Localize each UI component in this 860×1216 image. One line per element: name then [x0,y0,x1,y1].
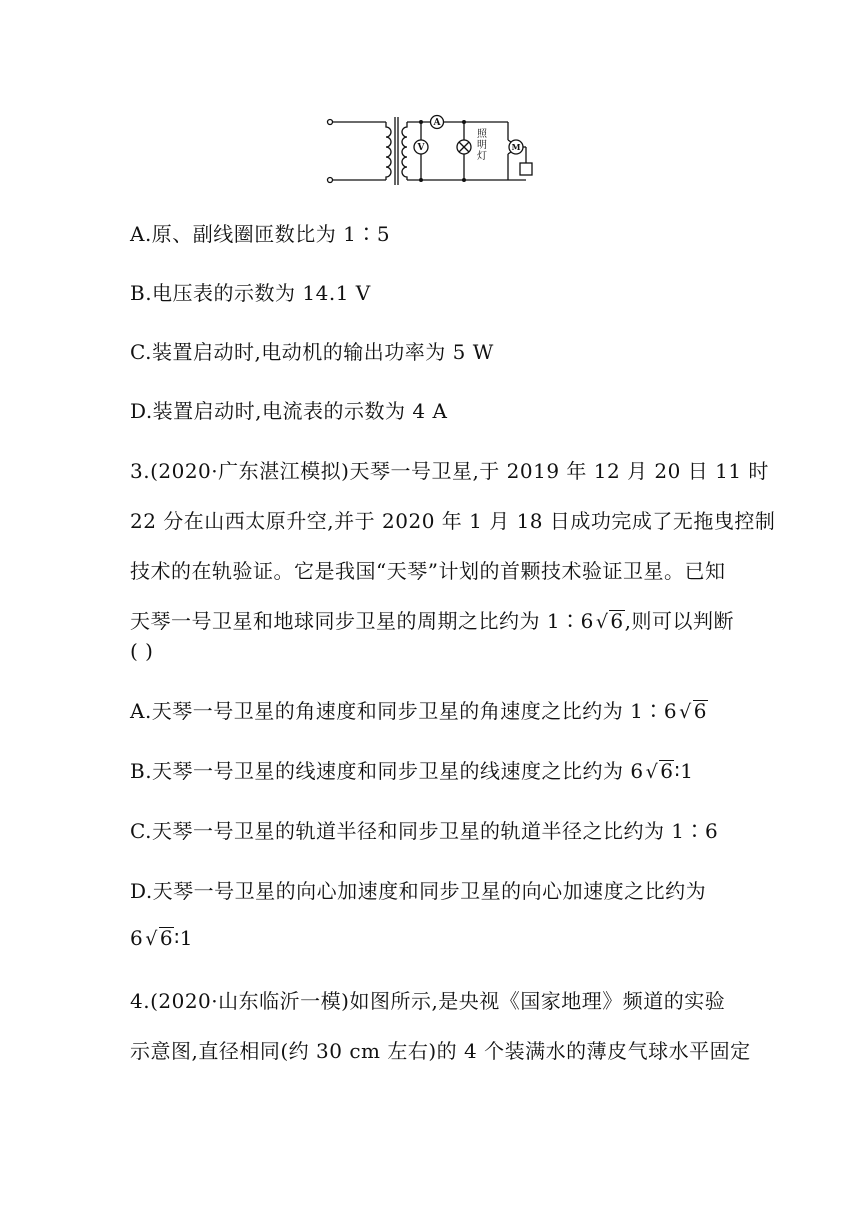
lamp-label-char: 灯 [477,151,487,162]
q2-option-a: A.原、副线圈匝数比为 1∶5 [130,222,391,246]
q3-option-d-line-1: D.天琴一号卫星的向心加速度和同步卫星的向心加速度之比约为 [130,879,707,903]
q3-stem-line-1: 3.(2020·广东湛江模拟)天琴一号卫星,于 2019 年 12 月 20 日 11 时 [130,459,769,483]
primary-coil [386,122,391,180]
load-block [520,163,532,175]
circuit-diagram [318,105,540,195]
q2-option-c: C.装置启动时,电动机的输出功率为 5 W [130,340,494,364]
q3-option-a: A.天琴一号卫星的角速度和同步卫星的角速度之比约为 1∶6 √ 6 [130,699,707,723]
q3-stem-line-2: 22 分在山西太原升空,并于 2020 年 1 月 18 日成功完成了无拖曳控制 [130,509,776,533]
input-terminal-top [328,120,333,125]
voltmeter-symbol: V [417,143,425,153]
q3-option-c: C.天琴一号卫星的轨道半径和同步卫星的轨道半径之比约为 1∶6 [130,819,719,843]
secondary-coil [402,122,407,180]
input-terminal-bottom [328,178,333,183]
q3-stem-line-3: 技术的在轨验证。它是我国“天琴”计划的首颗技术验证卫星。已知 [130,559,726,583]
q3-answer-bracket: ( ) [130,639,154,663]
q2-option-d: D.装置启动时,电流表的示数为 4 A [130,399,448,423]
q2-option-b: B.电压表的示数为 14.1 V [130,281,371,305]
q3-option-b: B.天琴一号卫星的线速度和同步卫星的线速度之比约为 6 √ 6∶1 [130,759,694,783]
q4-stem-line-1: 4.(2020·山东临沂一模)如图所示,是央视《国家地理》频道的实验 [130,989,726,1013]
q3-option-d-line-2: 6 √ 6∶1 [130,926,194,950]
q3-stem-line-4: 天琴一号卫星和地球同步卫星的周期之比约为 1∶6 √ 6,则可以判断 [130,609,735,633]
q4-stem-line-2: 示意图,直径相同(约 30 cm 左右)的 4 个装满水的薄皮气球水平固定 [130,1039,751,1063]
lamp-label-char: 照 [477,129,487,140]
lamp-label-char: 明 [477,140,487,151]
ammeter-symbol: A [433,118,441,128]
motor-symbol: M [511,142,521,152]
lamp-label [477,128,488,162]
